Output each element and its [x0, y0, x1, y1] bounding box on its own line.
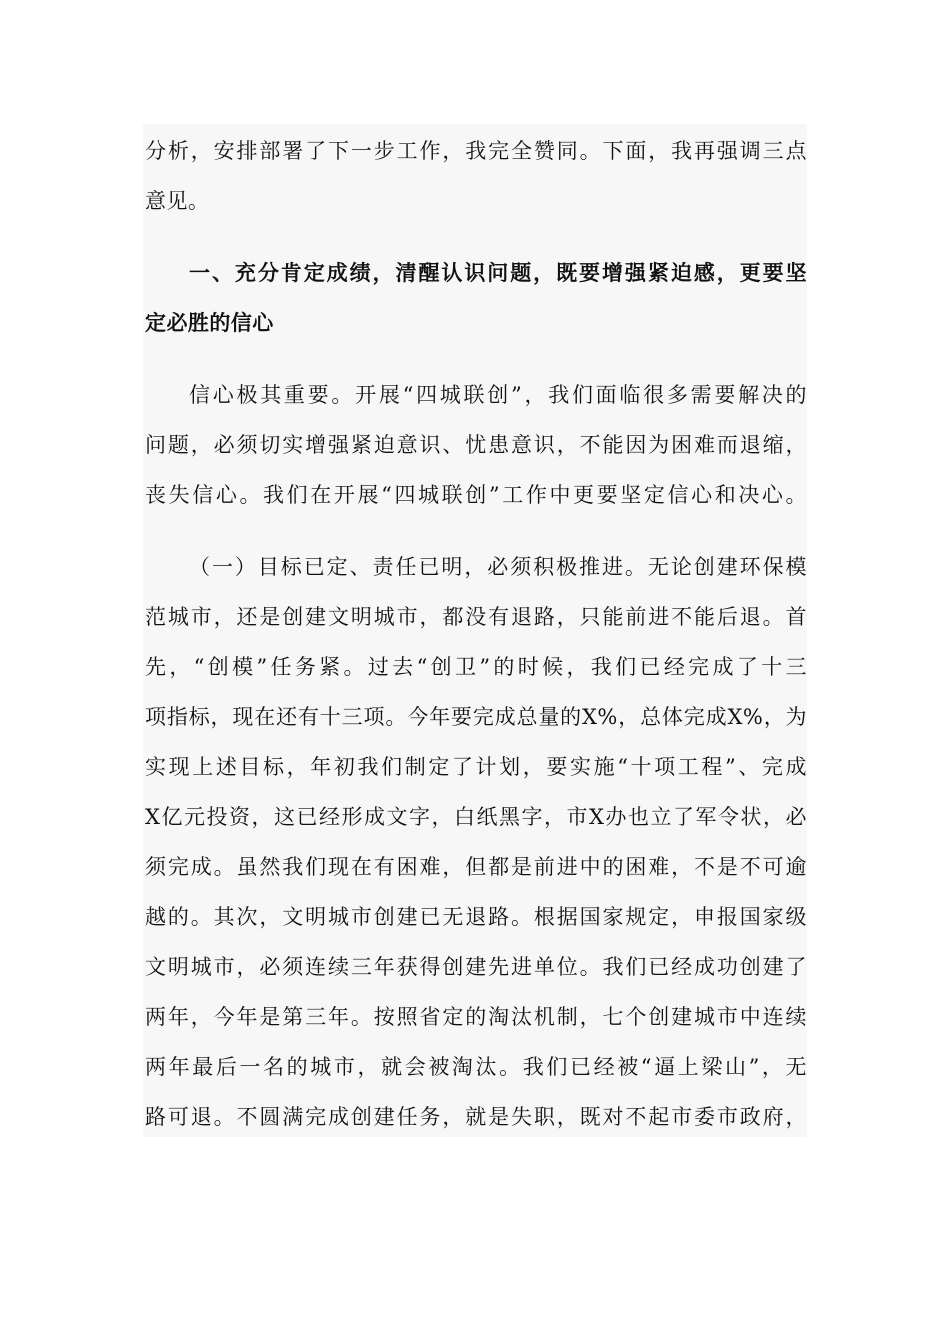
text-line: 越的。其次，文明城市创建已无退路。根据国家规定，申报国家级: [145, 905, 807, 929]
text-line: 分析，安排部署了下一步工作，我完全赞同。下面，我再强调三点: [145, 139, 807, 163]
text-line: 意见。: [145, 189, 210, 213]
section-heading-line: 定必胜的信心: [145, 310, 274, 335]
text-line: 问题，必须切实增强紧迫意识、忧患意识，不能因为困难而退缩，: [145, 433, 807, 457]
text-line: 实现上述目标，年初我们制定了计划，要实施“十项工程”、完成: [145, 755, 807, 779]
text-line: 文明城市，必须连续三年获得创建先进单位。我们已经成功创建了: [145, 955, 807, 979]
text-line: 两年最后一名的城市，就会被淘汰。我们已经被“逼上梁山”，无: [145, 1055, 807, 1079]
text-line: 信心极其重要。开展“四城联创”，我们面临很多需要解决的: [189, 383, 807, 407]
text-line: （一）目标已定、责任已明，必须积极推进。无论创建环保模: [189, 555, 807, 579]
text-line: 路可退。不圆满完成创建任务，就是失职，既对不起市委市政府，: [145, 1105, 807, 1129]
text-line: 先，“创模”任务紧。过去“创卫”的时候，我们已经完成了十三: [145, 655, 807, 679]
text-line: 须完成。虽然我们现在有困难，但都是前进中的困难，不是不可逾: [145, 855, 807, 879]
text-line: 两年，今年是第三年。按照省定的淘汰机制，七个创建城市中连续: [145, 1005, 807, 1029]
text-line: X亿元投资，这已经形成文字，白纸黑字，市X办也立了军令状，必: [145, 805, 807, 829]
text-line: 丧失信心。我们在开展“四城联创”工作中更要坚定信心和决心。: [145, 483, 807, 507]
section-heading-line: 一、充分肯定成绩，清醒认识问题，既要增强紧迫感，更要坚: [189, 260, 807, 285]
text-line: 范城市，还是创建文明城市，都没有退路，只能前进不能后退。首: [145, 605, 807, 629]
text-line: 项指标，现在还有十三项。今年要完成总量的X%，总体完成X%，为: [145, 705, 807, 729]
